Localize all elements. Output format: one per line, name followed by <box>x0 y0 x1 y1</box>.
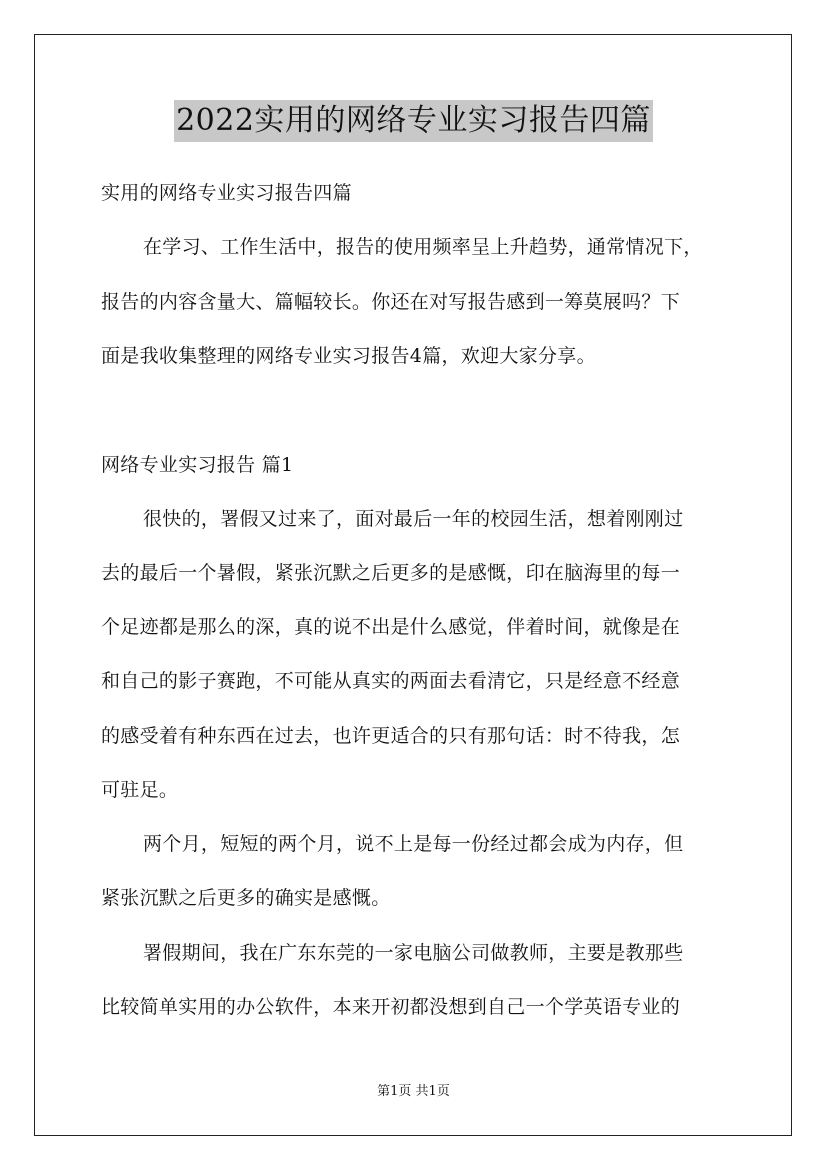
title-container <box>0 100 827 142</box>
page-footer: 第1页 共1页 <box>377 1084 450 1099</box>
paragraph-line: 可驻足。 <box>101 779 179 801</box>
paragraph-line: 署假期间，我在广东东莞的一家电脑公司做教师，主要是教那些 <box>143 942 684 964</box>
intro-line: 报告的内容含量大、篇幅较长。你还在对写报告感到一筹莫展吗？下 <box>101 291 681 313</box>
paragraph-line: 紧张沉默之后更多的确实是感慨。 <box>101 887 391 909</box>
document-title: 2022实用的网络专业实习报告四篇 <box>174 100 653 142</box>
paragraph-line: 比较简单实用的办公软件，本来开初都没想到自己一个学英语专业的 <box>101 996 681 1018</box>
paragraph-line: 两个月，短短的两个月，说不上是每一份经过都会成为内存，但 <box>143 833 684 855</box>
paragraph-line: 很快的，署假又过来了，面对最后一年的校园生活，想着刚刚过 <box>143 508 684 530</box>
paragraph-line: 去的最后一个暑假，紧张沉默之后更多的是感慨，印在脑海里的每一 <box>101 562 681 584</box>
paragraph-line: 的感受着有种东西在过去，也许更适合的只有那句话：时不待我，怎 <box>101 725 681 747</box>
intro-line: 面是我收集整理的网络专业实习报告4篇，欢迎大家分享。 <box>101 345 596 367</box>
section-heading: 网络专业实习报告 篇1 <box>101 454 294 476</box>
paragraph-line: 个足迹都是那么的深，真的说不出是什么感觉，伴着时间，就像是在 <box>101 616 681 638</box>
paragraph-line: 和自己的影子赛跑，不可能从真实的两面去看清它，只是经意不经意 <box>101 670 681 692</box>
intro-line: 在学习、工作生活中，报告的使用频率呈上升趋势，通常情况下， <box>143 236 703 258</box>
document-subtitle: 实用的网络专业实习报告四篇 <box>101 182 352 204</box>
